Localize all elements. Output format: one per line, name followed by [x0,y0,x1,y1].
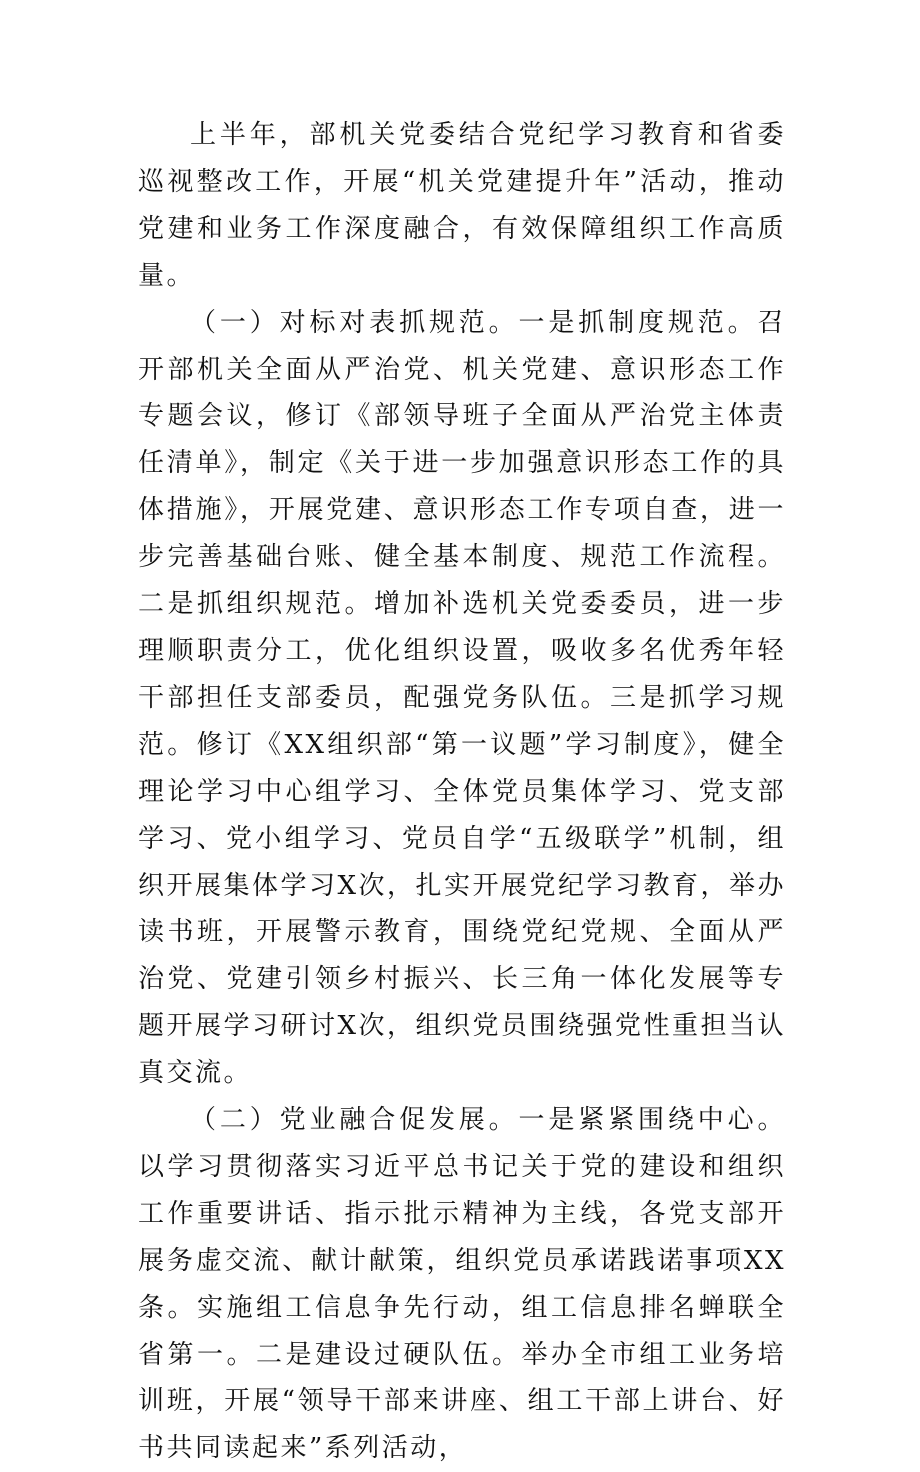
paragraph-intro: 上半年，部机关党委结合党纪学习教育和省委巡视整改工作，开展“机关党建提升年”活动，推动党建和业务工作深度融合，有效保障组织工作高质量。 [138,120,786,291]
paragraph-section-1: （一）对标对表抓规范。一是抓制度规范。召开部机关全面从严治党、机关党建、意识形态工作专题会议，修订《部领导班子全面从严治党主体责任清单》，制定《关于进一步加强意识形态工作的具体措施》，开展党建、意识形态工作专项自查，进一步完善基础台账、健全基本制度、规范工作流程。二是抓组织规范。增加补选机关党委委员，进一步理顺职责分工，优化组织设置，吸收多名优秀年轻干部担任支部委员，配强党务队伍。三是抓学习规范。修订《XX组织部“第一议题”学习制度》，健全理论学习中心组学习、全体党员集体学习、党支部学习、党小组学习、党员自学“五级联学”机制，组织开展集体学习X次，扎实开展党纪学习教育，举办读书班，开展警示教育，围绕党纪党规、全面从严治党、党建引领乡村振兴、长三角一体化发展等专题开展学习研讨X次，组织党员围绕强党性重担当认真交流。 [138,307,787,1089]
document-body [138,112,786,1472]
paragraph-section-2: （二）党业融合促发展。一是紧紧围绕中心。以学习贯彻落实习近平总书记关于党的建设和组织工作重要讲话、指示批示精神为主线，各党支部开展务虚交流、献计献策，组织党员承诺践诺事项XX条。实施组工信息争先行动，组工信息排名蝉联全省第一。二是建设过硬队伍。举办全市组工业务培训班，开展“领导干部来讲座、组工干部上讲台、好书共同读起来”系列活动， [138,1105,786,1464]
